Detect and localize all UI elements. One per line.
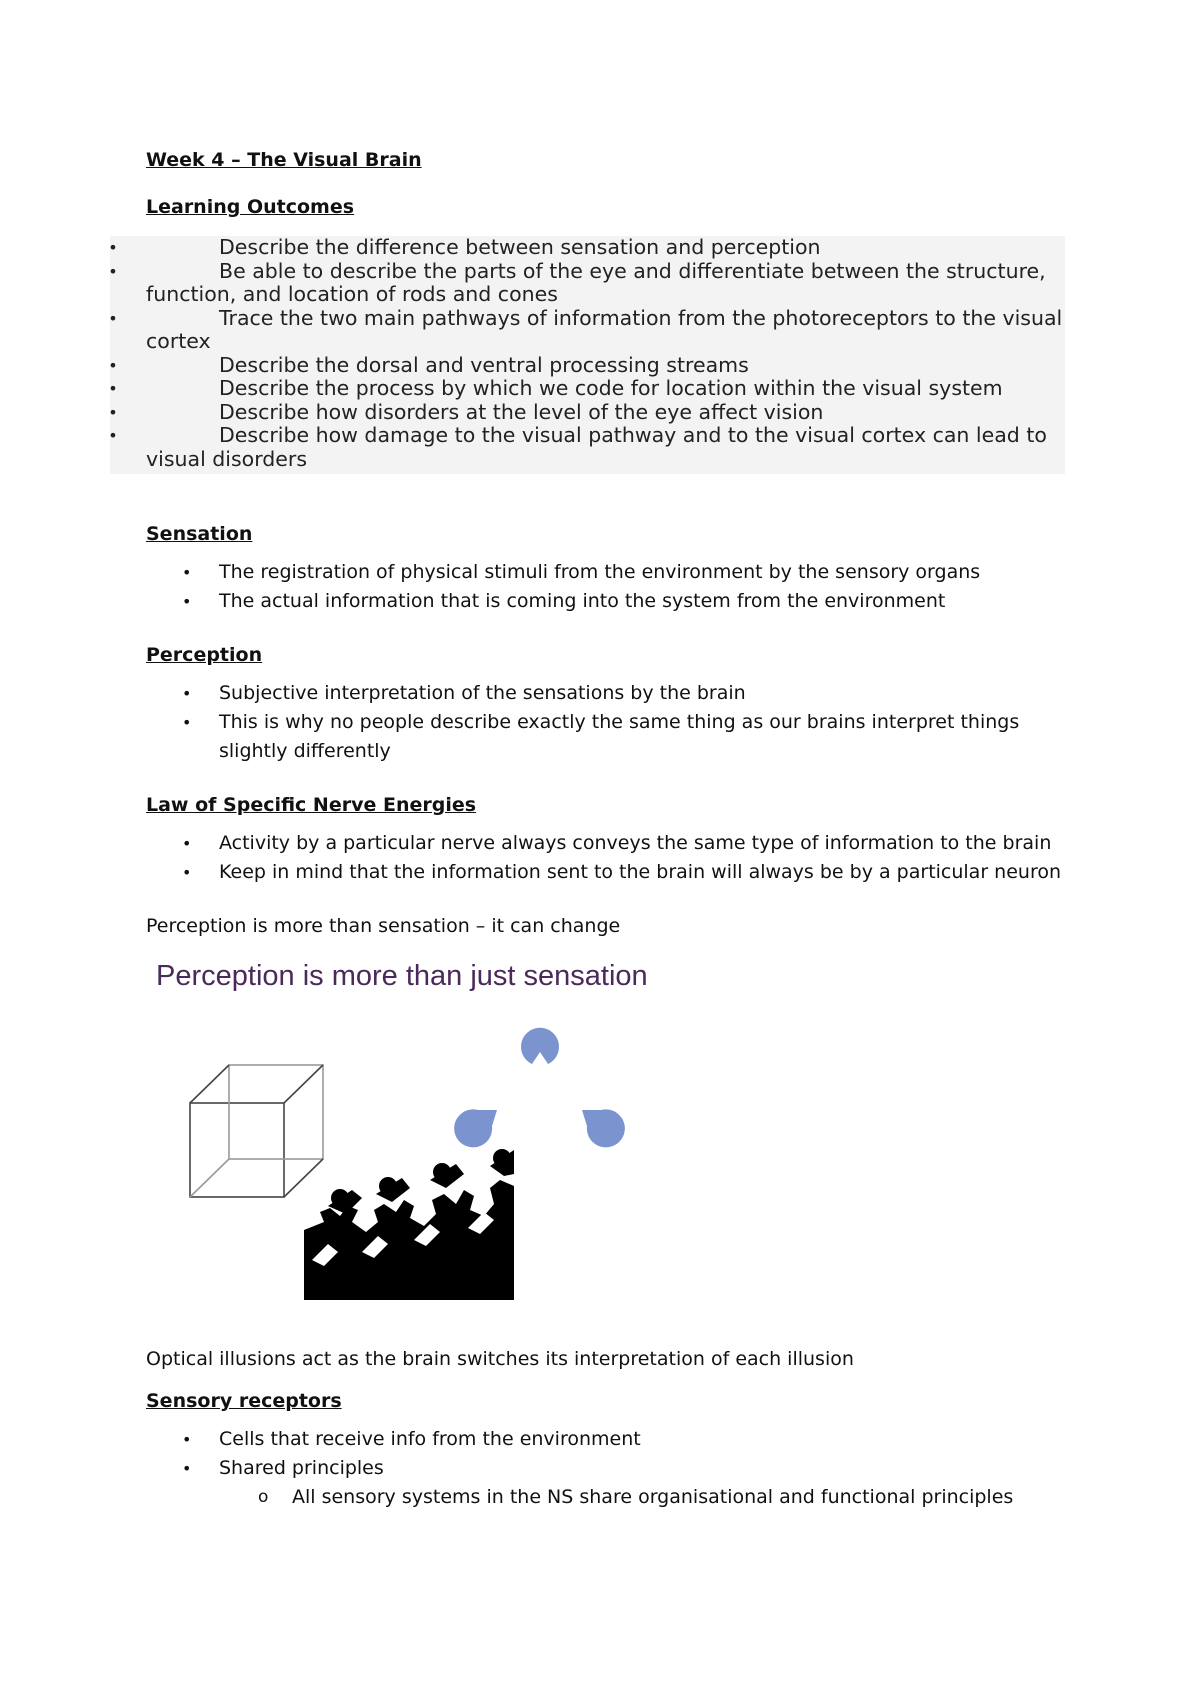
learning-outcomes-list	[110, 236, 1065, 474]
receptors-heading: Sensory receptors	[146, 1390, 342, 1412]
list-item: • Describe how disorders at the level of the eye affect vision	[108, 399, 824, 424]
list-item: • Keep in mind that the information sent to the brain will always be by a particular neuron	[146, 858, 1066, 887]
sensation-list	[146, 558, 1066, 616]
bullet: •	[182, 592, 192, 611]
illusion-graphic	[152, 960, 682, 1320]
bullet: •	[108, 261, 118, 281]
list-item: • Trace the two main pathways of information from the photoreceptors to the visual cortex	[108, 305, 1063, 353]
list-item: • Describe how damage to the visual pathway and to the visual cortex can lead to visual disorders	[108, 423, 1047, 471]
perception-list	[146, 679, 1066, 766]
list-item: • Describe the difference between sensation and perception	[108, 235, 821, 259]
perception-note: Perception is more than sensation – it can change	[146, 915, 621, 937]
bullet: •	[182, 563, 192, 582]
document-body	[146, 146, 1061, 223]
law-list	[146, 829, 1066, 887]
list-item: • The actual information that is coming into the system from the environment	[146, 587, 1066, 616]
sensation-heading: Sensation	[146, 523, 253, 545]
receptors-section	[146, 1389, 1066, 1512]
perception-note-block	[146, 914, 1066, 938]
list-item: • Shared principles	[146, 1454, 1066, 1483]
bullet: •	[182, 713, 192, 732]
bullet: •	[108, 426, 118, 445]
sensation-section	[146, 522, 1066, 616]
bullet: •	[182, 684, 192, 703]
list-item: • Subjective interpretation of the sensations by the brain	[146, 679, 1066, 708]
receptors-list	[146, 1425, 1066, 1512]
sub-list-item: o All sensory systems in the NS share organisational and functional principles	[146, 1483, 1066, 1512]
bullet: •	[182, 834, 192, 853]
perception-section	[146, 643, 1066, 766]
list-item: • Describe the dorsal and ventral processing streams	[108, 352, 749, 377]
kanizsa-triangle	[454, 1028, 625, 1148]
list-item: • Be able to describe the parts of the eye and differentiate between the structure, function, and location of rods and cones	[108, 258, 1046, 306]
illusion-note-block	[146, 1347, 1066, 1371]
illusion-note: Optical illusions act as the brain switches its interpretation of each illusion	[146, 1348, 854, 1370]
list-item: • Activity by a particular nerve always conveys the same type of information to the brain	[146, 829, 1066, 858]
list-item: • Describe the process by which we code for location within the visual system	[108, 376, 1003, 400]
law-section	[146, 793, 1066, 887]
illusion-figure	[152, 960, 682, 1320]
list-item: • Cells that receive info from the environment	[146, 1425, 1066, 1454]
list-item: • This is why no people describe exactly the same thing as our brains interpret things slightly differently	[146, 708, 1066, 766]
bullet: •	[108, 402, 118, 422]
list-item: • The registration of physical stimuli from the environment by the sensory organs	[146, 558, 1066, 587]
necker-cube	[190, 1065, 323, 1197]
figure-title: Perception is more than just sensation	[156, 960, 648, 992]
bullet: •	[108, 238, 118, 257]
bullet: •	[108, 355, 118, 375]
page-title: Week 4 – The Visual Brain	[146, 149, 422, 171]
bullet: •	[182, 863, 192, 882]
bullet: •	[182, 1430, 192, 1449]
bullet: •	[108, 379, 118, 398]
law-heading: Law of Specific Nerve Energies	[146, 794, 477, 816]
learning-outcomes-heading: Learning Outcomes	[146, 196, 355, 218]
bullet: •	[182, 1459, 192, 1478]
sub-bullet: o	[258, 1487, 269, 1507]
bullet: •	[108, 308, 118, 328]
perception-heading: Perception	[146, 644, 263, 666]
